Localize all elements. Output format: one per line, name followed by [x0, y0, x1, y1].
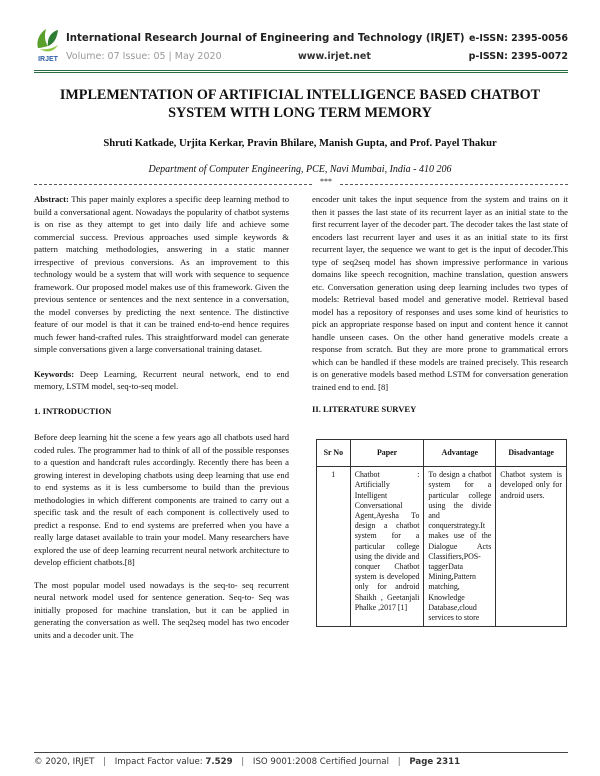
header-advantage: Advantage	[424, 440, 496, 467]
header-disadvantage: Disadvantage	[496, 440, 567, 467]
keywords-label: Keywords:	[34, 368, 75, 379]
pissn: p-ISSN: 2395-0072	[468, 51, 568, 62]
leaf-logo-icon	[34, 26, 62, 64]
separator-right-dash	[340, 184, 568, 185]
abstract-text: This paper mainly explores a specific deep learning method to build a conversational agent. Nowadays the popularity of chatbot systems is on rise as they attempt to get into daily life and achieve some commercial success. Previous approaches used simple keywords & pattern matching methodologies, answering in a static manner irrespective of previous conversions. As an improvement to this technology would be a system that will work with sequence to sequence framework. Our proposed model makes use of this framework. Given the previous sentence or sentences and the next sentence in a conversation, the model converses by predicting the next sentence. The distinctive feature of our model is that it can be trained end-to-end hence requires much fewer hand-crafted rules. This straightforward model can generate simple conversations given a large conversational training dataset.	[34, 194, 289, 354]
header-paper: Paper	[350, 440, 424, 467]
cell-paper: Chatbot : Artificially Intelligent Conversational Agent,Ayesha To design a chatbot system for a particular college using the divide and conquer Chatbot system is developed only for android Shaikh , Geetanjali Phalke ,2017 [1]	[350, 467, 424, 627]
literature-heading: II. LITERATURE SURVEY	[312, 404, 417, 414]
page-footer	[34, 752, 568, 767]
cell-disadvantage: Chatbot system is developed only for android users.	[496, 467, 567, 627]
author-affiliation: Department of Computer Engineering, PCE, Navi Mumbai, India - 410 206	[148, 164, 452, 175]
intro-heading: 1. INTRODUCTION	[34, 405, 112, 416]
separator-stars: ***	[316, 177, 336, 186]
intro-paragraph-2: The most popular model used nowadays is the seq-to- seq recurrent neural network model used for sentence generation. Seq-to- Seq was initially proposed for machine translation, but it can be applied in generating the conversation as well. The seq2seq model has two encoder units and a decoder unit. The	[34, 579, 289, 640]
abstract	[34, 193, 289, 356]
journal-header	[34, 24, 568, 73]
paper-authors: Shruti Katkade, Urjita Kerkar, Pravin Bhilare, Manish Gupta, and Prof. Payel Thakur	[103, 138, 497, 149]
right-column	[312, 193, 568, 426]
footer-divider: |	[103, 757, 107, 767]
footer-iso: ISO 9001:2008 Certified Journal	[252, 757, 389, 767]
intro-paragraph-1: Before deep learning hit the scene a few years ago all chatbots used hard coded rules. The programmer had to think of all of the possible responses to a question and handcraft rules accordingly. Recently there has been a growing interest in developing chatbots using deep learning that use end to end systems as it is less cumbersome to build than the previous methodologies in which different components are trained to carry out a specific task and the result of each component is collectively used to predict a response. End to end systems are preferred when you have a really large dataset available to train your model. Many researchers have explored the use of deep learning recurrent neural network architecture to develop efficient chatbots.[8]	[34, 432, 289, 567]
cell-advantage: To design a chatbot system for a particular college using the divide and conquerstrategy.It makes use of the Dialogue Acts Classifiers,POS-taggerData Mining,Pattern matching, Knowledge Database,cloud services to store	[424, 467, 496, 627]
keywords-text: Deep Learning, Recurrent neural network, end to end memory, LSTM model, seq-to-seq model.	[34, 368, 290, 391]
table-row	[317, 467, 567, 627]
footer-page-number: Page 2311	[409, 757, 461, 767]
table-header-row	[317, 440, 567, 467]
footer-impact-label: Impact Factor value:	[114, 757, 203, 767]
cell-sr: 1	[317, 467, 351, 627]
footer-copyright: © 2020, IRJET	[34, 757, 95, 767]
keywords	[34, 368, 289, 393]
footer-divider: |	[397, 757, 401, 767]
eissn: e-ISSN: 2395-0056	[468, 33, 568, 44]
literature-table	[316, 439, 567, 627]
right-paragraph-1: encoder unit takes the input sequence from the system and trains on it then it passes the last state of its recurrent layer as an initial state to the first recurrent layer of the decoder part. The decoder takes the last state of encoders last recurrent layer and uses it as an initial state to its first recurrent layer, the sequence we want to get is the input of decoder.This type of seq2seq model has shown impressive performance in various domains like speech recognition, machine translation, question answers etc. Conversation generation using deep learning includes two types of models: Retrieval based model and generative model. Retrieval based model has a repository of responses and uses some kind of heuristics to pick an appropriate response based on input and content hence it cannot handle unseen cases. On the other hand generative models create a response from scratch. But they are more prone to grammatical errors which can be handled if these models are trained precisely. This research is on generative models based method LSTM for conversation generation trained end to end. [8]	[312, 194, 568, 392]
journal-name: International Research Journal of Engineering and Technology (IRJET)	[66, 33, 465, 44]
journal-volume: Volume: 07 Issue: 05 | May 2020	[66, 51, 222, 62]
paper-title: IMPLEMENTATION OF ARTIFICIAL INTELLIGENCE BASED CHATBOT SYSTEM WITH LONG TERM MEMORY	[59, 87, 541, 121]
separator-left-dash	[34, 184, 312, 185]
left-column	[34, 193, 289, 649]
footer-impact-value: 7.529	[205, 757, 233, 767]
header-sr: Sr No	[317, 440, 351, 467]
abstract-label: Abstract:	[34, 194, 69, 204]
logo-text: IRJET	[38, 56, 58, 63]
separator	[34, 177, 568, 188]
journal-website[interactable]: www.irjet.net	[298, 51, 371, 62]
irjet-logo	[34, 26, 62, 64]
footer-divider: |	[241, 757, 245, 767]
